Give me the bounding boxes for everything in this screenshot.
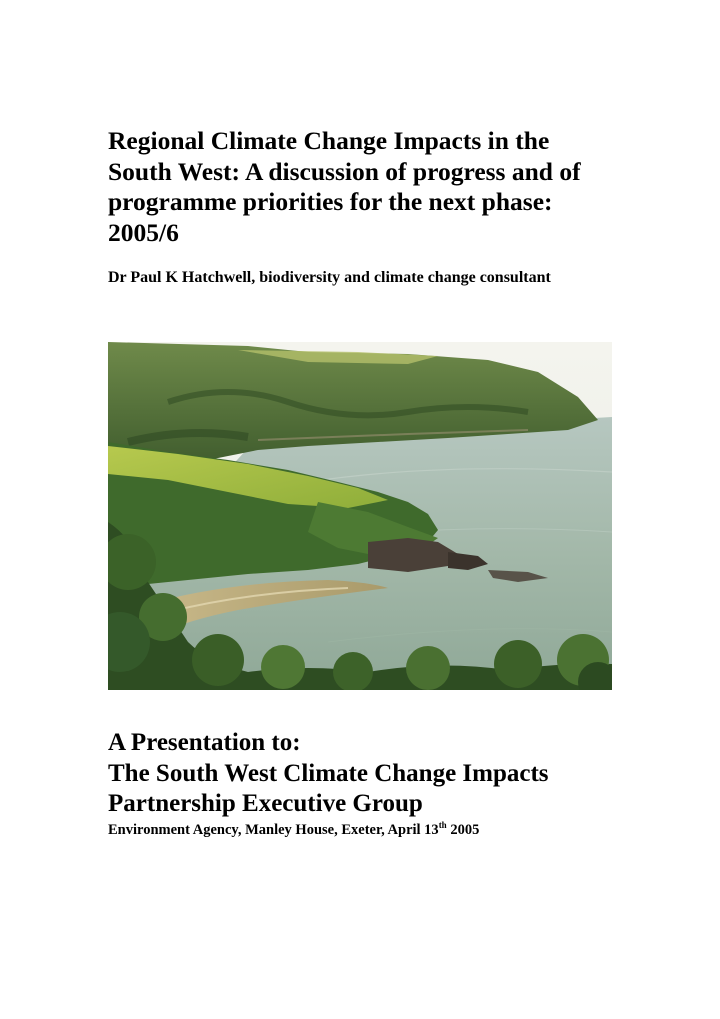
audience-line-2: Partnership Executive Group <box>108 790 423 817</box>
venue-date-line <box>108 821 648 839</box>
author-line: Dr Paul K Hatchwell, biodiversity and climate change consultant <box>108 269 551 286</box>
document-title: Regional Climate Change Impacts in the South West: A discussion of progress and of programme priorities for the next phase: 2005/6 <box>108 126 581 247</box>
venue-text: Environment Agency, Manley House, Exeter, April 13 <box>108 821 439 838</box>
coastal-cliffs-photo <box>108 342 612 690</box>
venue-year: 2005 <box>446 821 480 838</box>
presentation-heading: A Presentation to: <box>108 729 301 756</box>
audience-line-1: The South West Climate Change Impacts <box>108 759 549 787</box>
date-ordinal-suffix: th <box>438 819 447 830</box>
presentation-block <box>108 728 648 839</box>
